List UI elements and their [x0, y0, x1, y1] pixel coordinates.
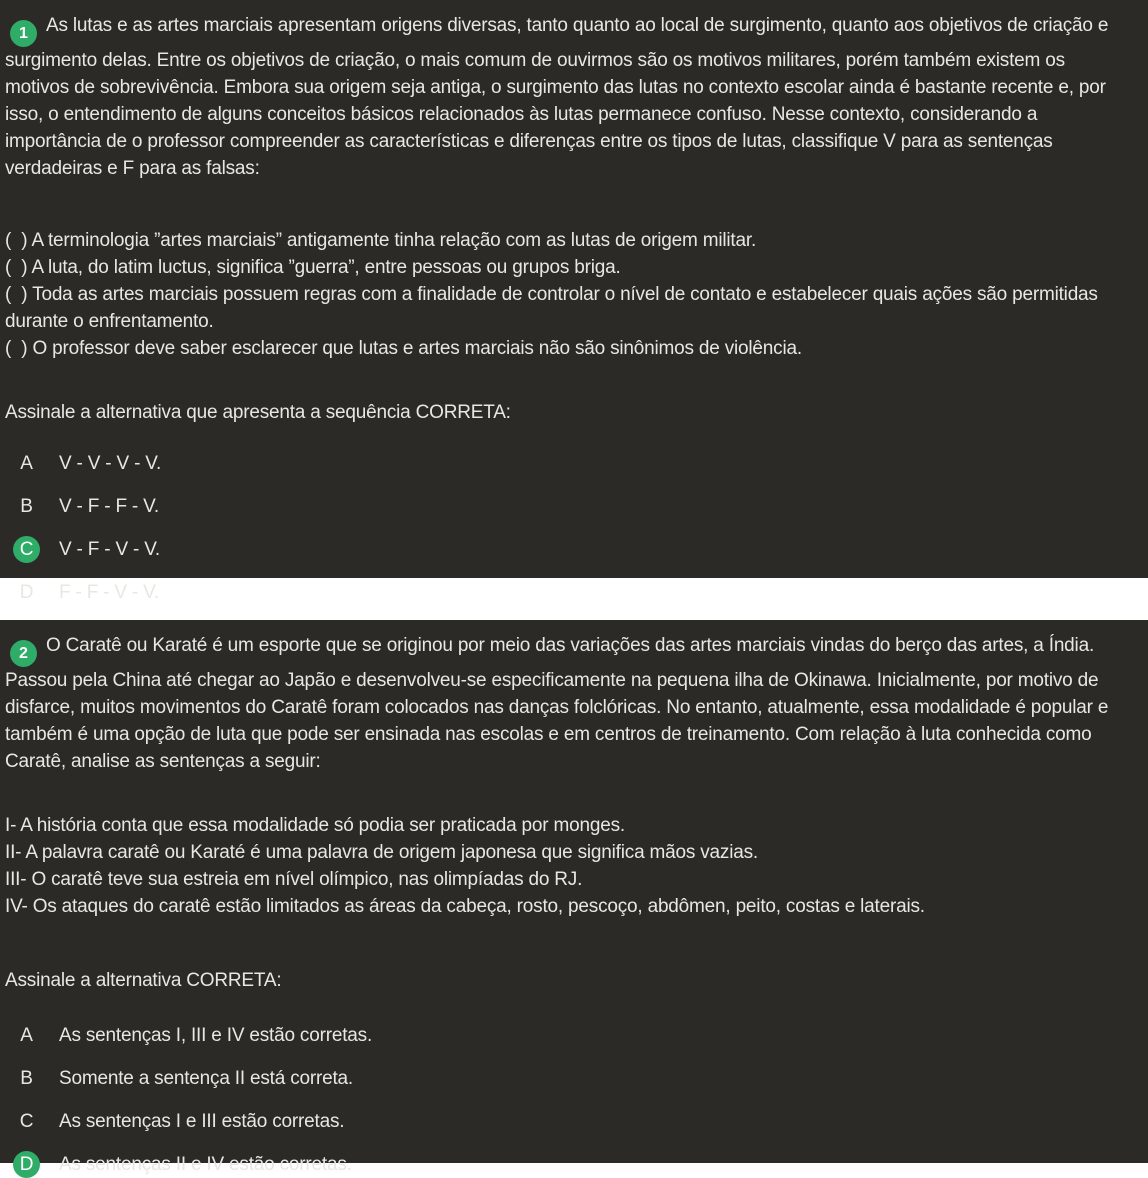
option-text: F - F - V - V. — [59, 582, 159, 603]
option-letter-badge: D — [13, 1151, 40, 1178]
option-text: As sentenças I e III estão corretas. — [59, 1111, 345, 1132]
option-text: V - F - V - V. — [59, 539, 161, 560]
statements-list — [5, 227, 1132, 362]
panel-divider — [0, 578, 1148, 620]
statement-item: ( ) Toda as artes marciais possuem regras com a finalidade de controlar o nível de contato e estabelecer quais ações são permitidas durante o enfrentamento. — [5, 284, 1098, 332]
question-number-badge: 1 — [10, 20, 37, 47]
option-letter-badge: D — [19, 582, 34, 603]
answer-prompt-label: Assinale a alternativa que apresenta a sequência CORRETA: — [5, 402, 511, 423]
answer-option[interactable] — [13, 1151, 1132, 1178]
statement-item: IV- Os ataques do caratê estão limitados as áreas da cabeça, rosto, pescoço, abdômen, peito, costas e laterais. — [5, 896, 925, 917]
option-letter-badge: B — [20, 1068, 33, 1089]
option-letter-badge: A — [20, 453, 33, 474]
option-letter-badge: C — [19, 1111, 34, 1132]
answer-option[interactable] — [13, 450, 1132, 477]
statement-item: ( ) O professor deve saber esclarecer que lutas e artes marciais não são sinônimos de violência. — [5, 338, 802, 359]
question-text: As lutas e as artes marciais apresentam origens diversas, tanto quanto ao local de surgimento, quanto aos objetivos de criação e surgimento delas. Entre os objetivos de criação, o mais comum de ouvirmos são os motivos militares, porém também existem os motivos de sobrevivência. Embora sua origem seja antiga, o surgimento das lutas no contexto escolar ainda é bastante recente e, por isso, o entendimento de alguns conceitos básicos relacionados às lutas permanece confuso. Nesse contexto, considerando a importância de o professor compreender as características e diferenças entre os tipos de lutas, classifique V para as sentenças verdadeiras e F para as falsas: — [5, 15, 1109, 179]
option-letter-badge: A — [20, 1025, 33, 1046]
statement-item: I- A história conta que essa modalidade só podia ser praticada por monges. — [5, 815, 625, 836]
option-text: V - V - V - V. — [59, 453, 162, 474]
question-1-text-block — [5, 12, 1132, 182]
statements-list — [5, 812, 1132, 920]
option-text: As sentenças II e IV estão corretas. — [59, 1154, 352, 1175]
option-letter-badge: B — [20, 496, 33, 517]
option-letter-badge: C — [13, 536, 40, 563]
statement-item: ( ) A luta, do latim luctus, significa ”guerra”, entre pessoas ou grupos briga. — [5, 257, 621, 278]
answer-option[interactable] — [13, 1108, 1132, 1135]
answer-option[interactable] — [13, 1065, 1132, 1092]
answer-prompt-label: Assinale a alternativa CORRETA: — [5, 970, 282, 991]
question-2-card — [0, 620, 1148, 1175]
statement-item: III- O caratê teve sua estreia em nível olímpico, nas olimpíadas do RJ. — [5, 869, 583, 890]
option-text: V - F - F - V. — [59, 496, 159, 517]
question-text: O Caratê ou Karaté é um esporte que se originou por meio das variações das artes marciais vindas do berço das artes, a Índia. Passou pela China até chegar ao Japão e desenvolveu-se especificamente na pequena ilha de Okinawa. Inicialmente, por motivo de disfarce, muitos movimentos do Caratê foram colocados nas danças folclóricas. No entanto, atualmente, essa modalidade é popular e também é uma opção de luta que pode ser ensinada nas escolas e em centros de treinamento. Com relação à luta conhecida como Caratê, analise as sentenças a seguir: — [5, 635, 1109, 772]
answer-option[interactable] — [13, 493, 1132, 520]
option-text: As sentenças I, III e IV estão corretas. — [59, 1025, 373, 1046]
question-2-text-block — [5, 632, 1132, 775]
option-text: Somente a sentença II está correta. — [59, 1068, 354, 1089]
options-list — [5, 1022, 1132, 1178]
answer-option[interactable] — [13, 1022, 1132, 1049]
answer-option[interactable] — [13, 536, 1132, 563]
statement-item: II- A palavra caratê ou Karaté é uma palavra de origem japonesa que significa mãos vazias. — [5, 842, 758, 863]
question-number-badge: 2 — [10, 640, 37, 667]
statement-item: ( ) A terminologia ”artes marciais” antigamente tinha relação com as lutas de origem militar. — [5, 230, 757, 251]
